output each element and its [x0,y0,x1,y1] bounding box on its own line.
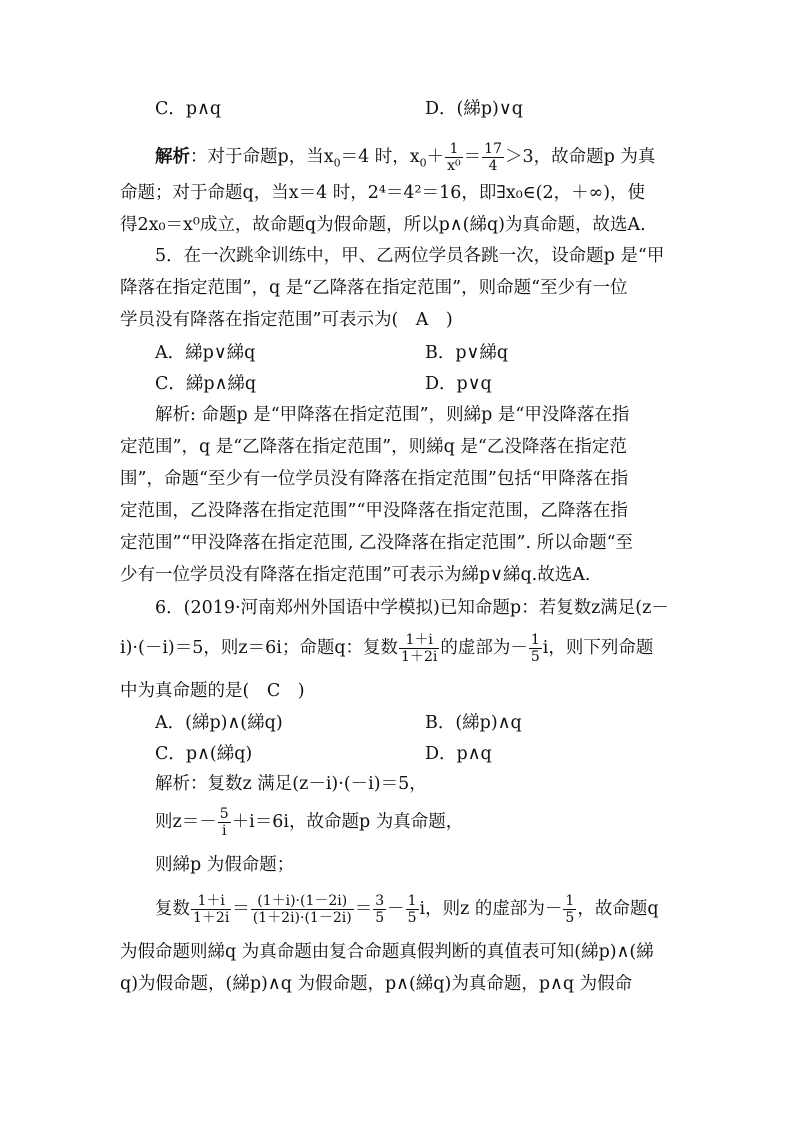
q5-option-b: B．p∨綈q [425,343,509,363]
q6-solution-line-6: q)为假命题，(綈p)∧q 为假命题，p∧(綈q)为真命题，p∧q 为假命 [120,974,633,994]
q6-solution-line-4: 复数 $\frac{1+i}{1+2i}$ ＝ $\frac{(1+i)\cdot(1-2i)}{(1+2i)\cdot(1-2i)}$ ＝ $\frac{3}{5}$ － $\frac{1}{5}$ i，则z 的虚部为－ $\frac{1}{5}$ ，故命题q [155,893,659,926]
q5-option-a: A．綈p∨綈q [155,343,256,363]
q6-solution-line-3: 则綈p 为假命题； [155,855,295,875]
fraction: $\frac{1}{5}$ [530,632,540,665]
fraction: $\frac{1+i}{1+2i}$ [193,893,230,926]
q5-solution-line-3: 围”，命题“至少有一位学员没有降落在指定范围”包括“甲降落在指 [120,469,629,489]
fraction: $\frac{3}{5}$ [375,893,385,926]
fraction: $\frac{17}{4}$ [484,141,502,174]
q6-stem-line-3: 中为真命题的是( C ) [120,681,305,701]
fraction: $\frac{1}{5}$ [565,893,575,926]
fraction: $\frac{1}{5}$ [407,893,417,926]
q6-solution-line-2: 则z＝－ $\frac{5}{i}$ ＋i＝6i，故命题p 为真命题， [155,806,464,839]
q6-solution-line-5: 为假命题则綈q 为真命题由复合命题真假判断的真值表可知(綈p)∧(綈 [120,942,654,962]
fraction: $\frac{1+i}{1+2i}$ [401,632,438,665]
q5-solution-line-1: 解析: 命题p 是“甲降落在指定范围”，则綈p 是“甲没降落在指 [155,405,630,425]
q5-stem-line-3: 学员没有降落在指定范围”可表示为( A ) [120,310,453,330]
fraction: $\frac{5}{i}$ [219,806,229,839]
q4-option-c: C．p∧q [155,99,222,119]
q5-solution-line-4: 定范围，乙没降落在指定范围”“甲没降落在指定范围，乙降落在指 [120,501,628,521]
solution-label: 解析 [155,147,190,167]
q6-option-a: A．(綈p)∧(綈q) [155,713,283,733]
q5-stem-line-2: 降落在指定范围”，q 是“乙降落在指定范围”，则命题“至少有一位 [120,278,628,298]
q5-solution-line-5: 定范围”“甲没降落在指定范围, 乙没降落在指定范围”. 所以命题“至 [120,533,634,553]
q4-solution-line-3: 得2x₀＝x⁰成立，故命题q为假命题，所以p∧(綈q)为真命题，故选A. [120,215,646,235]
fraction: $\frac{(1+i)\cdot(1-2i)}{(1+2i)\cdot(1-2i)}$ [252,893,352,926]
q4-solution-line-2: 命题；对于命题q，当x＝4 时，2⁴＝4²＝16，即∃x₀∈(2，＋∞)，使 [120,183,646,203]
q5-option-d: D．p∨q [425,374,492,394]
q5-solution-line-6: 少有一位学员没有降落在指定范围”可表示为綈p∨綈q.故选A. [120,565,591,585]
q6-option-d: D．p∧q [425,744,492,764]
q4-solution-line-1: 解析：对于命题p，当$x_0=4$ 时，$x_0+$ $\frac{1}{\text{x⁰}}$ ＝ $\frac{17}{4}$ ＞3，故命题p 为真 [155,141,656,174]
q5-option-c: C．綈p∧綈q [155,374,257,394]
q6-option-b: B．(綈p)∧q [425,713,522,733]
q6-stem-line-2: i)·(－i)＝5，则z＝6i；命题q：复数 $\frac{1+i}{1+2i}$ 的虚部为－ $\frac{1}{5}$ i，则下列命题 [120,632,654,665]
q4-option-d: D．(綈p)∨q [425,99,523,119]
q6-solution-line-1: 解析：复数z 满足(z－i)·(－i)＝5， [155,774,427,794]
q5-stem-line-1: 5．在一次跳伞训练中，甲、乙两位学员各跳一次，设命题p 是“甲 [155,246,665,266]
q5-solution-line-2: 定范围”，q 是“乙降落在指定范围”，则綈q 是“乙没降落在指定范 [120,437,627,457]
q6-stem-line-1: 6．(2019·河南郑州外国语中学模拟)已知命题p：若复数z满足(z－ [155,598,669,618]
fraction: $\frac{1}{\text{x⁰}}$ [447,141,461,174]
q6-option-c: C．p∧(綈q) [155,744,253,764]
